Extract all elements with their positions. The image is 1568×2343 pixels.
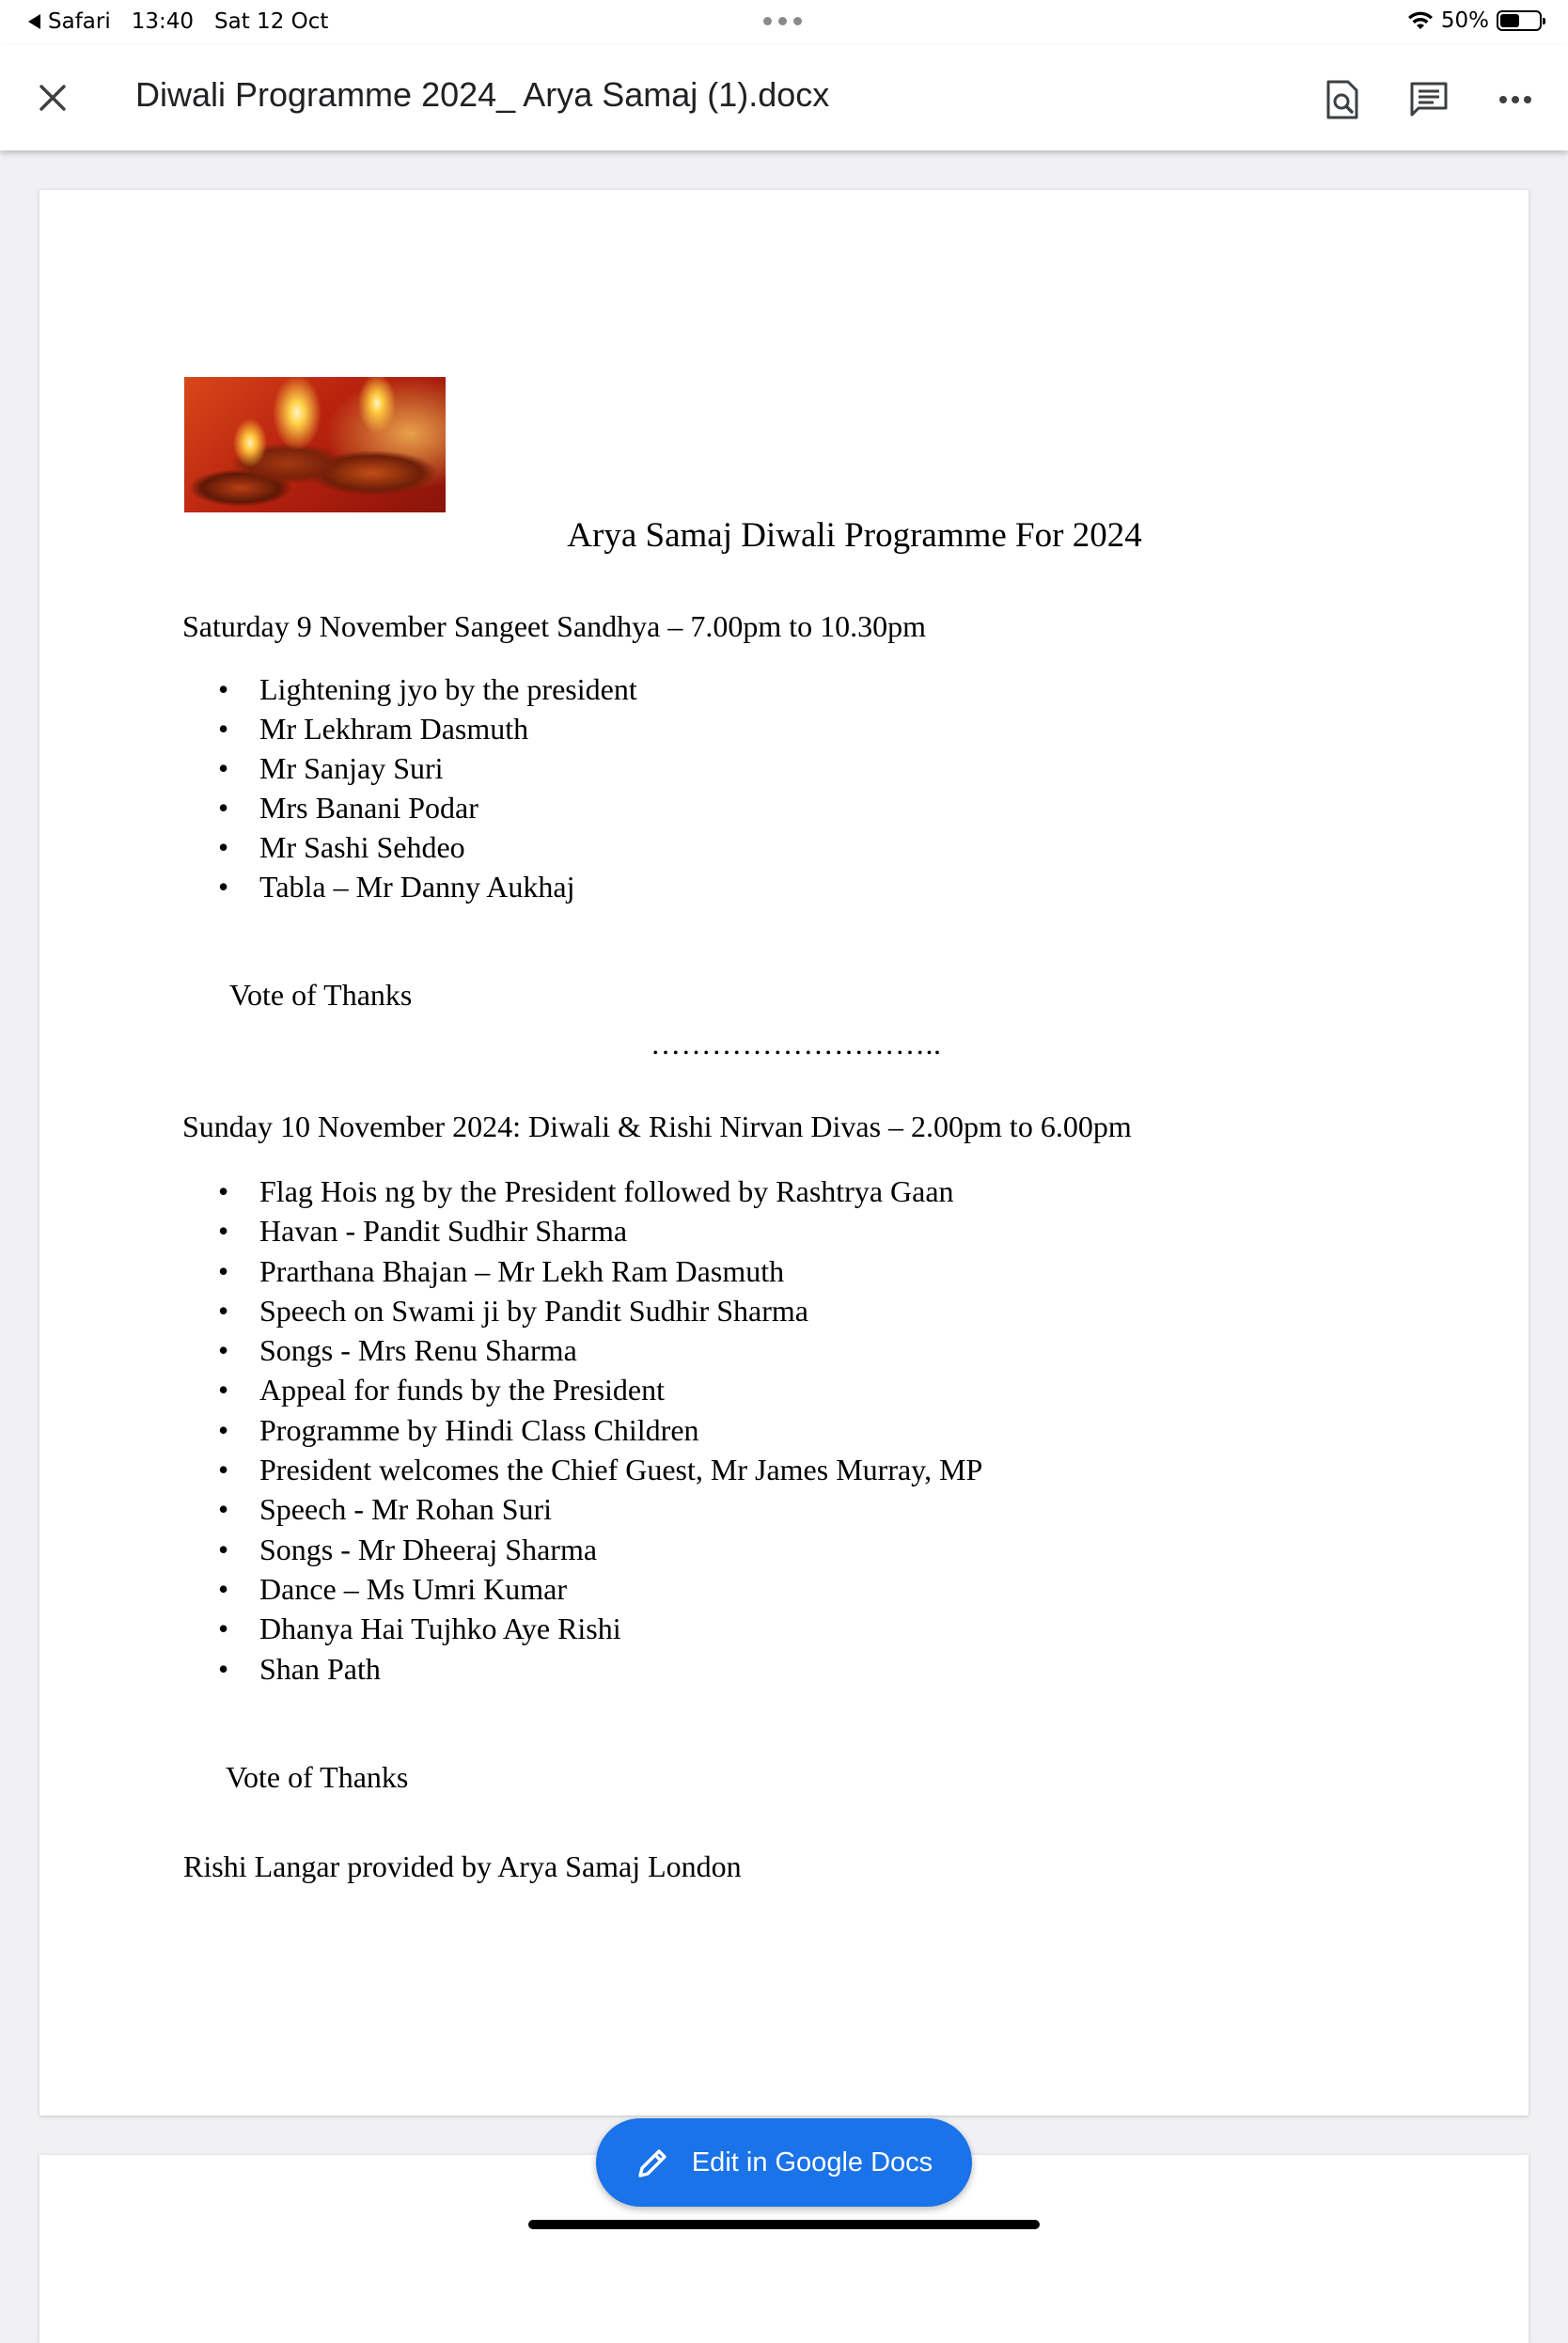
close-button[interactable] <box>28 73 77 122</box>
status-right <box>1407 8 1542 33</box>
comments-icon <box>1409 81 1449 118</box>
edit-button-label: Edit in Google Docs <box>691 2146 933 2178</box>
document-heading: Arya Samaj Diwali Programme For 2024 <box>567 516 1142 555</box>
battery-fill <box>1500 14 1519 27</box>
vote-of-thanks-saturday: Vote of Thanks <box>229 978 413 1012</box>
list-item: • Mr Lekhram Dasmuth <box>218 709 637 748</box>
back-to-app-button[interactable] <box>28 9 111 34</box>
vote-of-thanks-sunday: Vote of Thanks <box>226 1760 409 1794</box>
home-indicator[interactable] <box>528 2220 1040 2229</box>
back-app-label: Safari <box>48 9 111 34</box>
dot-icon <box>778 17 787 25</box>
status-left <box>28 9 328 34</box>
list-item: • Appeal for funds by the President <box>218 1370 982 1409</box>
find-in-document-button[interactable] <box>1316 73 1369 126</box>
multitasking-dots[interactable] <box>763 17 802 25</box>
document-page[interactable] <box>39 190 1529 2115</box>
status-time: 13:40 <box>131 9 195 34</box>
list-item: • Dhanya Hai Tujhko Aye Rishi <box>218 1609 982 1648</box>
battery-icon <box>1497 10 1542 31</box>
dot-icon <box>793 17 802 25</box>
find-in-document-icon <box>1325 80 1359 119</box>
list-item: • Shan Path <box>218 1649 982 1689</box>
list-item: • Dance – Ms Umri Kumar <box>218 1569 982 1609</box>
dot-icon <box>763 17 772 25</box>
status-date: Sat 12 Oct <box>214 9 329 34</box>
comments-button[interactable] <box>1403 73 1455 126</box>
section-title-sunday: Sunday 10 November 2024: Diwali & Rishi Nirvan Divas – 2.00pm to 6.00pm <box>182 1109 1132 1143</box>
document-title: Diwali Programme 2024_ Arya Samaj (1).docx <box>135 75 830 114</box>
langar-note: Rishi Langar provided by Arya Samaj London <box>183 1849 742 1883</box>
list-item: • Speech on Swami ji by Pandit Sudhir Sharma <box>218 1291 982 1330</box>
dotted-separator: ……………………….. <box>651 1027 942 1061</box>
app-header <box>0 45 1568 150</box>
back-triangle-icon <box>28 14 40 29</box>
list-item: • Songs - Mr Dheeraj Sharma <box>218 1530 982 1569</box>
list-item: • Flag Hois ng by the President followed by Rashtrya Gaan <box>218 1172 982 1211</box>
list-item: • Programme by Hindi Class Children <box>218 1410 982 1450</box>
list-item: • Lightening jyo by the president <box>218 669 637 709</box>
pencil-icon <box>635 2145 671 2180</box>
sunday-programme-list <box>218 1172 982 1689</box>
battery-percent: 50% <box>1440 8 1489 33</box>
saturday-programme-list <box>218 669 637 906</box>
diwali-diya-image <box>184 377 446 512</box>
close-icon <box>39 84 67 112</box>
more-dot-icon <box>1499 96 1507 103</box>
list-item: • Mr Sashi Sehdeo <box>218 827 637 867</box>
list-item: • Songs - Mrs Renu Sharma <box>218 1330 982 1370</box>
list-item: • Prarthana Bhajan – Mr Lekh Ram Dasmuth <box>218 1251 982 1291</box>
status-bar <box>0 0 1568 45</box>
list-item: • President welcomes the Chief Guest, Mr James Murray, MP <box>218 1450 982 1489</box>
wifi-icon <box>1407 10 1434 31</box>
list-item: • Tabla – Mr Danny Aukhaj <box>218 867 637 906</box>
section-title-saturday: Saturday 9 November Sangeet Sandhya – 7.00pm to 10.30pm <box>182 609 926 643</box>
more-dot-icon <box>1524 96 1531 103</box>
more-options-button[interactable] <box>1489 73 1542 126</box>
list-item: • Havan - Pandit Sudhir Sharma <box>218 1211 982 1250</box>
list-item: • Speech - Mr Rohan Suri <box>218 1489 982 1529</box>
list-item: • Mrs Banani Podar <box>218 788 637 827</box>
more-dot-icon <box>1512 96 1519 103</box>
list-item: • Mr Sanjay Suri <box>218 748 637 788</box>
edit-in-google-docs-button[interactable] <box>596 2118 972 2207</box>
